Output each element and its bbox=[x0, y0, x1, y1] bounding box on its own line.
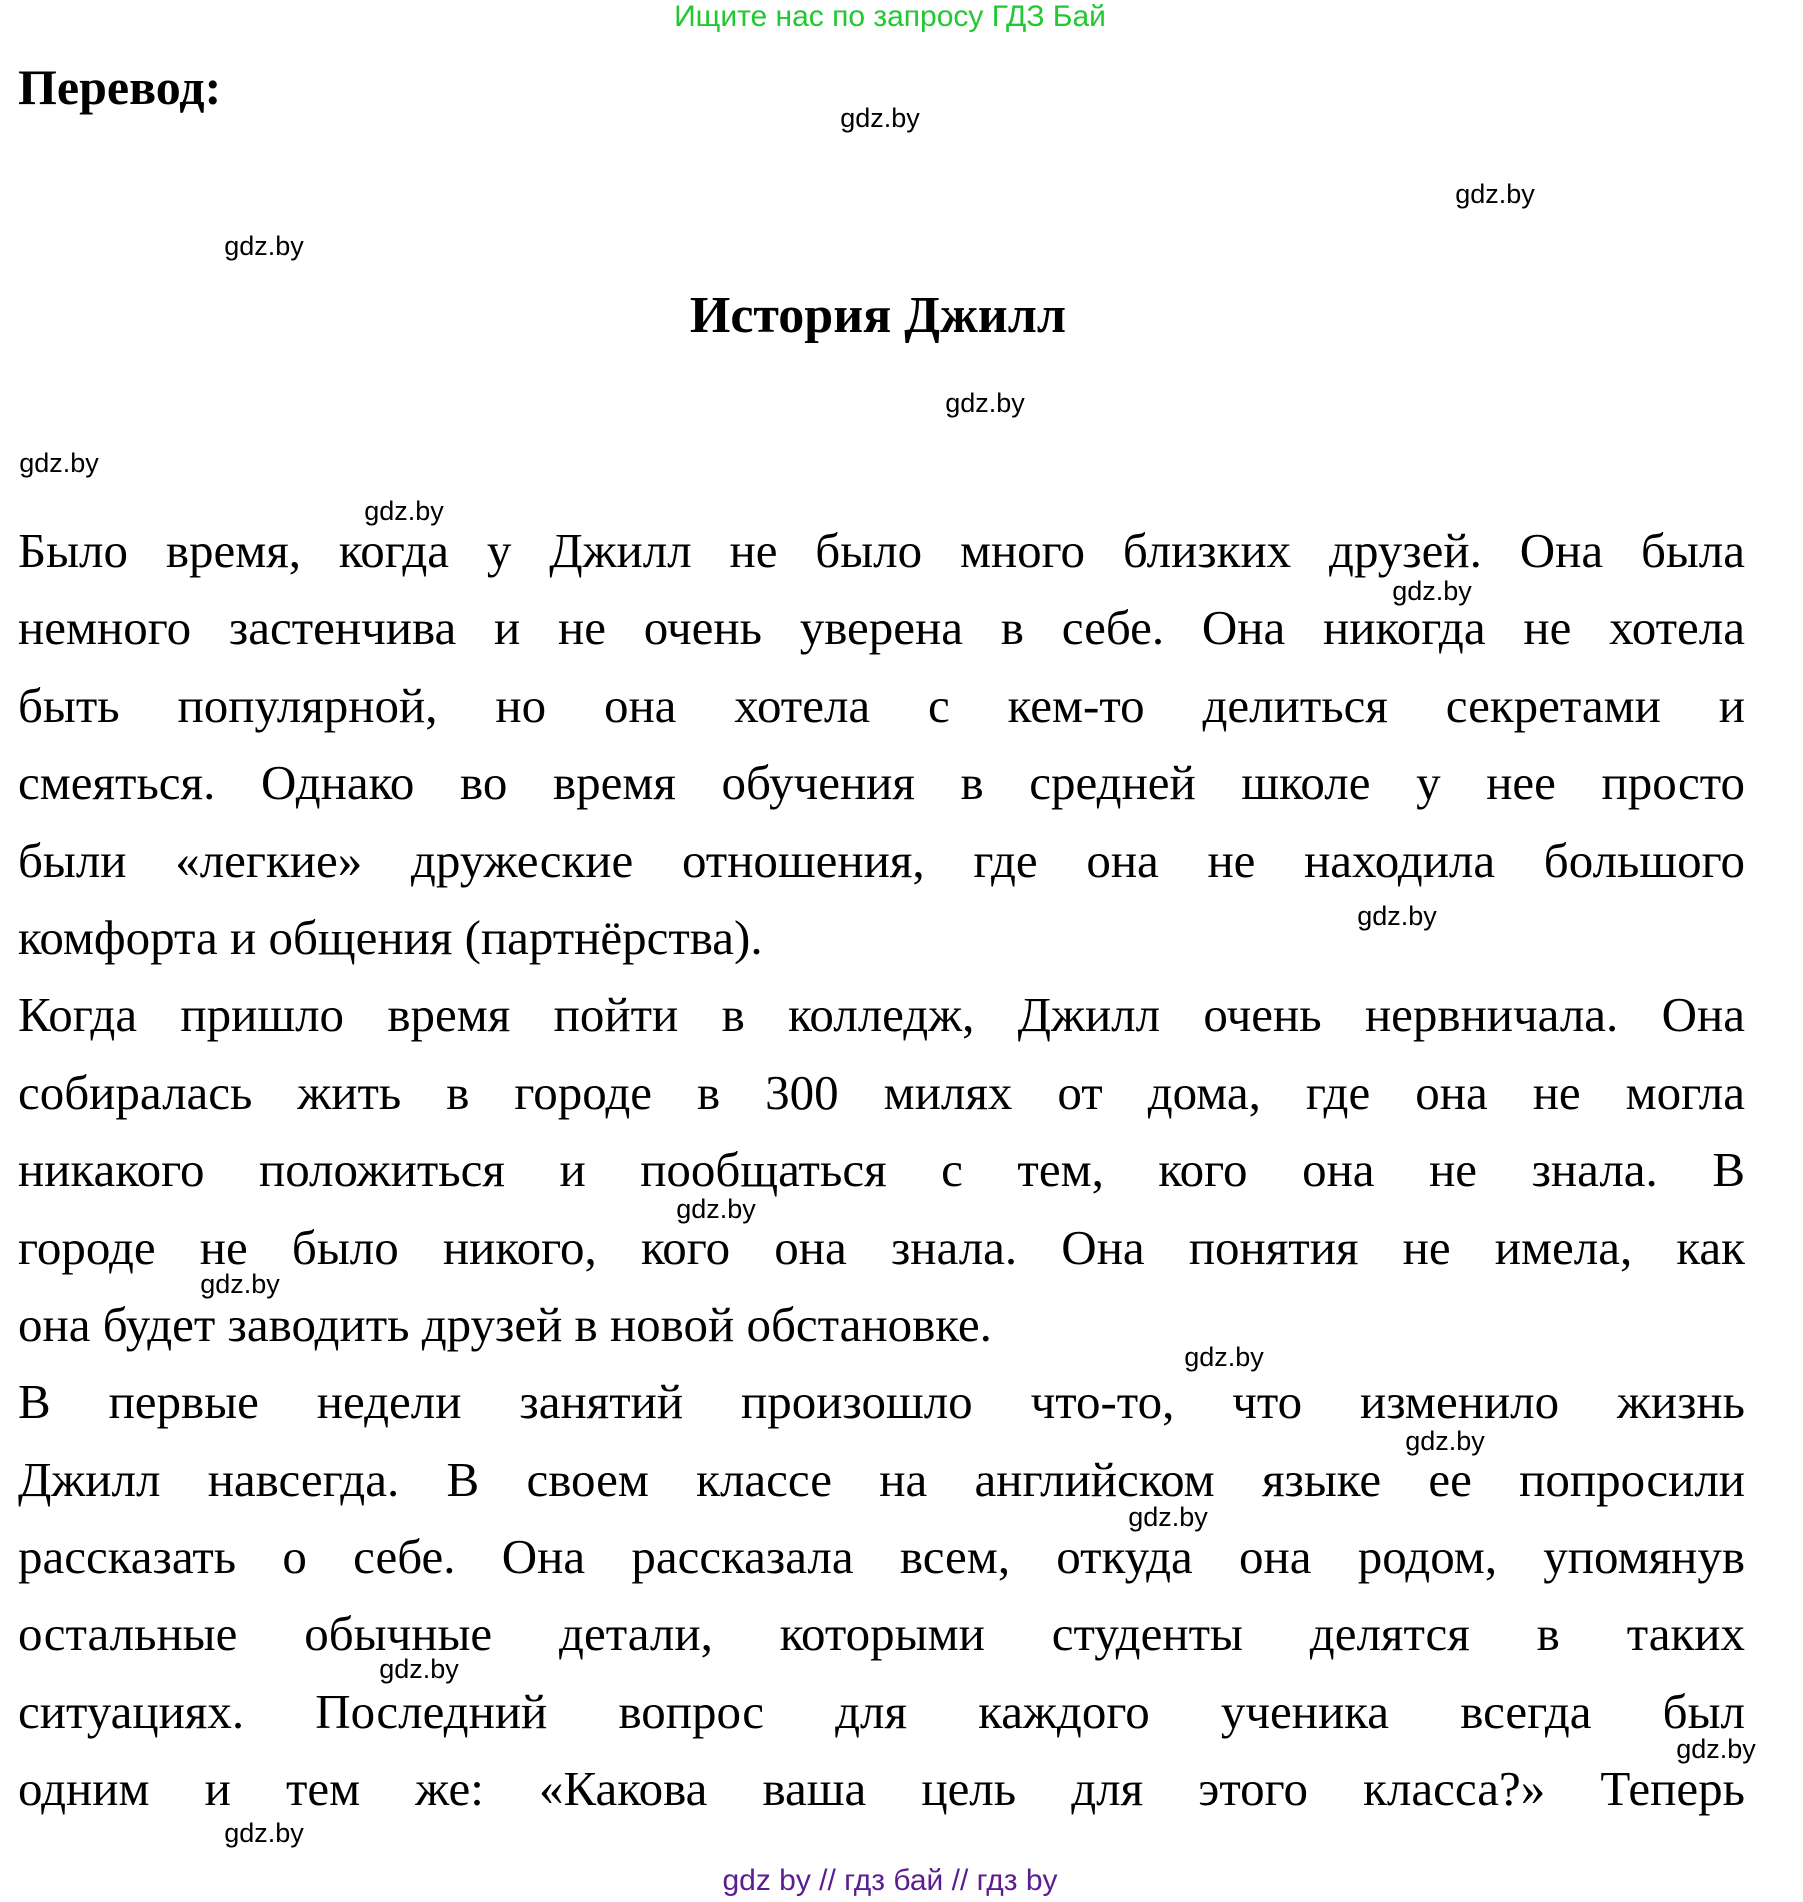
translation-heading: Перевод: bbox=[18, 59, 222, 115]
footer-links: gdz by // гдз бай // гдз by bbox=[722, 1864, 1058, 1897]
text-line: были «легкие» дружеские отношения, где она не находила большого bbox=[18, 832, 1745, 888]
watermark: gdz.by bbox=[1184, 1342, 1264, 1372]
text-line: собиралась жить в городе в 300 милях от дома, где она не могла bbox=[18, 1064, 1745, 1120]
text-line: Джилл навсегда. В своем классе на английском языке ее попросили bbox=[18, 1451, 1745, 1507]
watermark: gdz.by bbox=[676, 1194, 756, 1224]
text-line: городе не было никого, кого она знала. Она понятия не имела, как bbox=[18, 1219, 1745, 1275]
story-text bbox=[18, 512, 1745, 1828]
watermark: gdz.by bbox=[1357, 901, 1437, 931]
text-line: остальные обычные детали, которыми студенты делятся в таких bbox=[18, 1606, 1745, 1662]
text-line: одним и тем же: «Какова ваша цель для этого класса?» Теперь bbox=[18, 1761, 1745, 1817]
text-line: рассказать о себе. Она рассказала всем, откуда она родом, упомянув bbox=[18, 1529, 1745, 1585]
watermark: gdz.by bbox=[1676, 1734, 1756, 1764]
text-line: Когда пришло время пойти в колледж, Джилл очень нервничала. Она bbox=[18, 987, 1745, 1043]
search-hint-banner: Ищите нас по запросу ГДЗ Бай bbox=[674, 0, 1106, 33]
text-line: она будет заводить друзей в новой обстановке. bbox=[18, 1296, 992, 1352]
text-line: комфорта и общения (партнёрства). bbox=[18, 909, 763, 965]
text-line: немного застенчива и не очень уверена в себе. Она никогда не хотела bbox=[18, 600, 1745, 656]
watermark: gdz.by bbox=[19, 448, 99, 478]
watermark: gdz.by bbox=[1128, 1502, 1208, 1532]
text-line: В первые недели занятий произошло что-то, что изменило жизнь bbox=[18, 1374, 1745, 1430]
watermark: gdz.by bbox=[200, 1269, 280, 1299]
text-line: никакого положиться и пообщаться с тем, кого она не знала. В bbox=[18, 1142, 1745, 1198]
story-title: История Джилл bbox=[689, 287, 1067, 344]
watermark: gdz.by bbox=[840, 103, 920, 133]
watermark: gdz.by bbox=[1392, 576, 1472, 606]
watermark: gdz.by bbox=[945, 388, 1025, 418]
text-line: смеяться. Однако во время обучения в средней школе у нее просто bbox=[18, 755, 1745, 811]
watermark: gdz.by bbox=[379, 1654, 459, 1684]
watermark: gdz.by bbox=[1455, 179, 1535, 209]
watermark: gdz.by bbox=[1405, 1426, 1485, 1456]
watermark: gdz.by bbox=[364, 496, 444, 526]
watermark: gdz.by bbox=[224, 1818, 304, 1848]
text-line: ситуациях. Последний вопрос для каждого ученика всегда был bbox=[18, 1683, 1745, 1739]
watermark: gdz.by bbox=[224, 231, 304, 261]
text-line: быть популярной, но она хотела с кем-то делиться секретами и bbox=[18, 677, 1745, 733]
text-line: Было время, когда у Джилл не было много близких друзей. Она была bbox=[18, 523, 1745, 578]
